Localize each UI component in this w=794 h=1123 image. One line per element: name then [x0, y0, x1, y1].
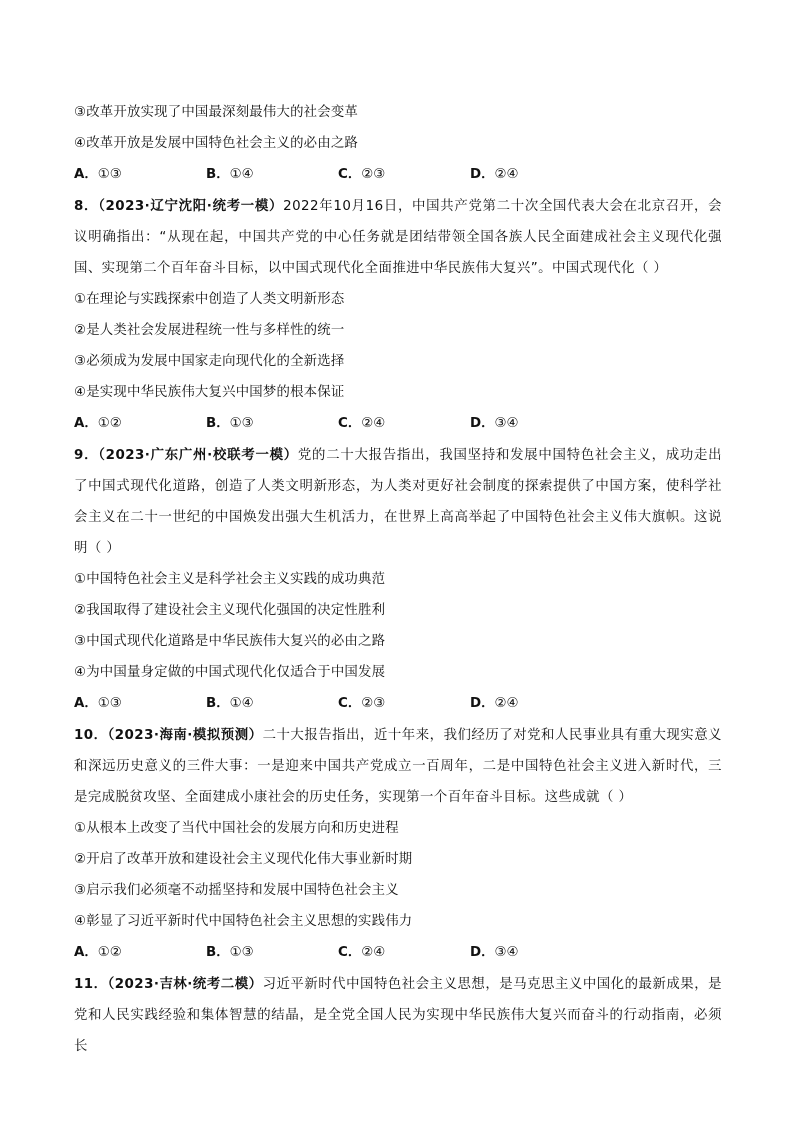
- q10-stem-text: 二十大报告指出，近十年来，我们经历了对党和人民事业具有重大现实意义和深远历史意义的三件大事：一是迎来中国共产党成立一百周年，二是中国特色社会主义进入新时代，三是完成脱贫攻坚、全面建成小康社会的历史任务，实现第一个百年奋斗目标。这些成就（ ）: [74, 728, 722, 805]
- q8-option-d[interactable]: D．③④: [470, 416, 519, 431]
- q9-option-a[interactable]: A．①③: [74, 696, 122, 711]
- q9-item-3: ③中国式现代化道路是中华民族伟大复兴的必由之路: [74, 634, 386, 649]
- q9-option-c[interactable]: C．②③: [338, 696, 386, 711]
- q9-option-b[interactable]: B．①④: [206, 696, 254, 711]
- q9-item-4: ④为中国量身定做的中国式现代化仅适合于中国发展: [74, 665, 386, 680]
- q7-option-a[interactable]: A．①③: [74, 167, 122, 182]
- q7-item-3: ③改革开放实现了中国最深刻最伟大的社会变革: [74, 105, 359, 120]
- q8-options: [74, 414, 574, 434]
- q9-source: （2023·广东广州·校联考一模）: [98, 448, 298, 463]
- q10-option-a[interactable]: A．①②: [74, 945, 122, 960]
- q9-item-2: ②我国取得了建设社会主义现代化强国的决定性胜利: [74, 603, 386, 618]
- q9-stem-text: 党的二十大报告指出，我国坚持和发展中国特色社会主义，成功走出了中国式现代化道路，创造了人类文明新形态，为人类对更好社会制度的探索提供了中国方案，使科学社会主义在二十一世纪的中国焕发出强大生机活力，在世界上高高举起了中国特色社会主义伟大旗帜。这说明（ ）: [74, 448, 722, 556]
- q7-option-d[interactable]: D．②④: [470, 167, 519, 182]
- q9-stem: [74, 440, 722, 564]
- q9-option-d[interactable]: D．②④: [470, 696, 519, 711]
- q10-item-1: ①从根本上改变了当代中国社会的发展方向和历史进程: [74, 821, 399, 836]
- q10-item-3: ③启示我们必须毫不动摇坚持和发展中国特色社会主义: [74, 883, 399, 898]
- q8-option-c[interactable]: C．②④: [338, 416, 386, 431]
- q8-number: 8．: [74, 199, 99, 214]
- q7-item-4: ④改革开放是发展中国特色社会主义的必由之路: [74, 136, 359, 151]
- q8-item-4: ④是实现中华民族伟大复兴中国梦的根本保证: [74, 385, 345, 400]
- q10-source: （2023·海南·模拟预测）: [107, 728, 263, 743]
- q9-item-1: ①中国特色社会主义是科学社会主义实践的成功典范: [74, 572, 386, 587]
- q8-stem-text: 2022年10月16日，中国共产党第二十次全国代表大会在北京召开，会议明确指出：“从现在起，中国共产党的中心任务就是团结带领全国各族人民全面建成社会主义现代化强国、实现第二个百年奋斗目标，以中国式现代化全面推进中华民族伟大复兴”。中国式现代化（ ）: [74, 199, 722, 276]
- q10-stem: [74, 720, 722, 813]
- q8-option-b[interactable]: B．①③: [206, 416, 254, 431]
- q8-item-1: ①在理论与实践探索中创造了人类文明新形态: [74, 292, 345, 307]
- q11-stem-text: 习近平新时代中国特色社会主义思想，是马克思主义中国化的最新成果，是党和人民实践经验和集体智慧的结晶，是全党全国人民为实现中华民族伟大复兴而奋斗的行动指南，必须长: [74, 977, 722, 1054]
- q10-number: 10．: [74, 728, 108, 743]
- q10-item-2: ②开启了改革开放和建设社会主义现代化伟大事业新时期: [74, 852, 413, 867]
- q10-option-c[interactable]: C．②④: [338, 945, 386, 960]
- q10-options: [74, 943, 574, 963]
- q9-number: 9．: [74, 448, 99, 463]
- q10-option-b[interactable]: B．①③: [206, 945, 254, 960]
- q8-item-3: ③必须成为发展中国家走向现代化的全新选择: [74, 354, 345, 369]
- q11-stem: [74, 969, 722, 1062]
- q9-options: [74, 694, 574, 714]
- q8-option-a[interactable]: A．①②: [74, 416, 122, 431]
- q7-option-c[interactable]: C．②③: [338, 167, 386, 182]
- q8-source: （2023·辽宁沈阳·统考一模）: [98, 199, 284, 214]
- q10-option-d[interactable]: D．③④: [470, 945, 519, 960]
- q7-option-b[interactable]: B．①④: [206, 167, 254, 182]
- q11-number: 11．: [74, 977, 108, 992]
- q7-options: [74, 165, 574, 185]
- q11-source: （2023·吉林·统考二模）: [107, 977, 263, 992]
- q10-item-4: ④彰显了习近平新时代中国特色社会主义思想的实践伟力: [74, 914, 413, 929]
- q8-item-2: ②是人类社会发展进程统一性与多样性的统一: [74, 323, 345, 338]
- q8-stem: [74, 191, 722, 284]
